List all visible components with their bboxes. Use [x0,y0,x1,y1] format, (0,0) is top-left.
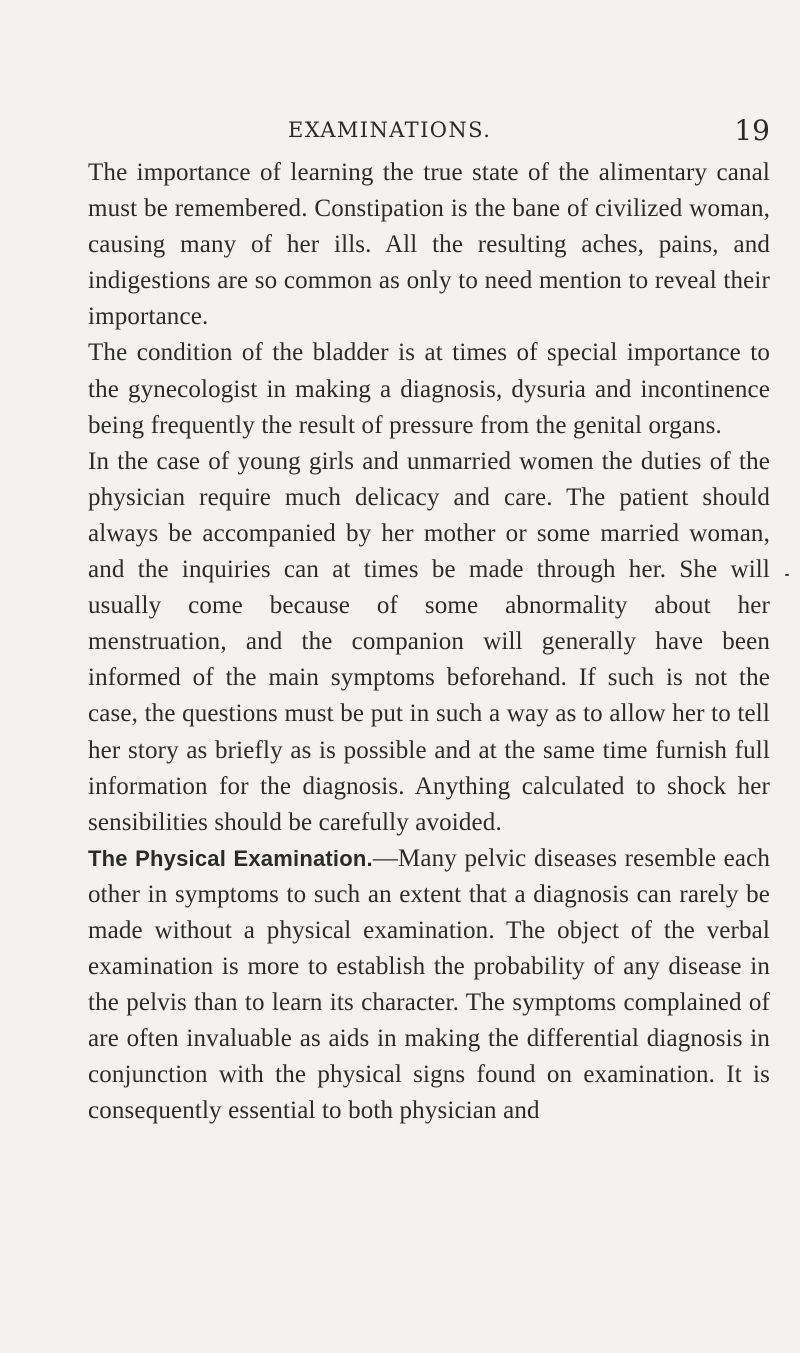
page-number: 19 [734,114,770,147]
margin-mark [785,574,789,576]
paragraph-young-girls: In the case of young girls and unmarried women the duties of the physician require much delicacy and care. The patient should always be accompanied by her mother or some married woman, and the inquiries can at times be made through her. She will usually come because of some abnormality about her menstruation, and the companion will generally have been informed of the main symptoms beforehand. If such is not the case, the questions must be put in such a way as to allow her to tell her story as briefly as is possible and at the same time furnish full information for the diagnosis. Anything calculated to shock her sensibilities should be carefully avoided. [88,447,770,836]
page-header [88,114,770,154]
section-heading: The Physical Examination. [88,845,373,871]
paragraph-alimentary-canal: The importance of learning the true state of the alimentary canal must be remembered. Constipation is the bane of civilized woman, causing many of her ills. All the resulting aches, pains, and indigestions are so common as only to need mention to reveal their importance. [88,159,770,331]
physical-examination-text: —Many pelvic diseases resemble each other in symptoms to such an extent that a diagnosis can rarely be made without a physical examination. The object of the verbal examination is more to establish the probability of any disease in the pelvis than to learn its character. The symptoms complained of are often invaluable as aids in making the differential diagnosis in conjunction with the physical signs found on examination. It is consequently essential to both physician and [88,844,770,1125]
paragraph-bladder: The condition of the bladder is at times of special importance to the gynecologist in making a diagnosis, dysuria and incontinence being frequently the result of pressure from the genital organs. [88,339,770,439]
running-head: EXAMINATIONS. [288,118,492,142]
paragraph-physical-examination [88,841,770,1130]
body-text [88,155,770,1130]
